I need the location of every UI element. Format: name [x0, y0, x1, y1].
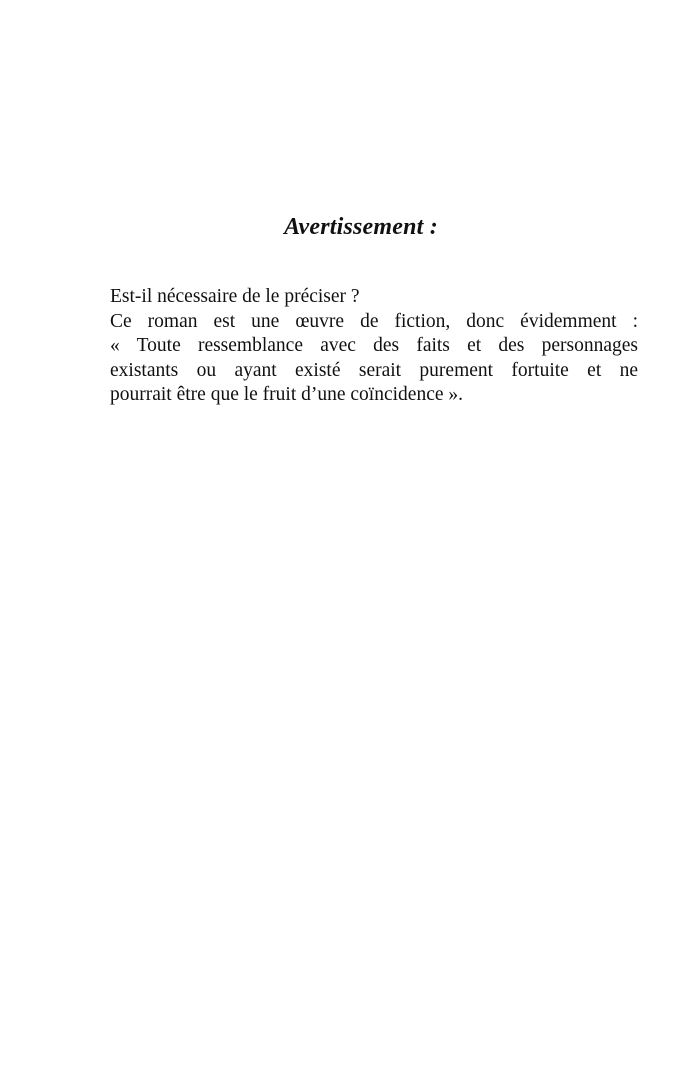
text-line: « Toute ressemblance avec des faits et des personnages — [110, 335, 638, 357]
text-line: Est-il nécessaire de le préciser ? — [110, 286, 360, 307]
disclaimer-paragraph — [110, 285, 638, 408]
text-line: pourrait être que le fruit d’une coïncidence ». — [110, 384, 464, 406]
text-line: Ce roman est une œuvre de fiction, donc évidemment : — [110, 310, 638, 332]
text-line: existants ou ayant existé serait purement fortuite et ne — [110, 359, 638, 381]
page-title: Avertissement : — [284, 214, 438, 240]
